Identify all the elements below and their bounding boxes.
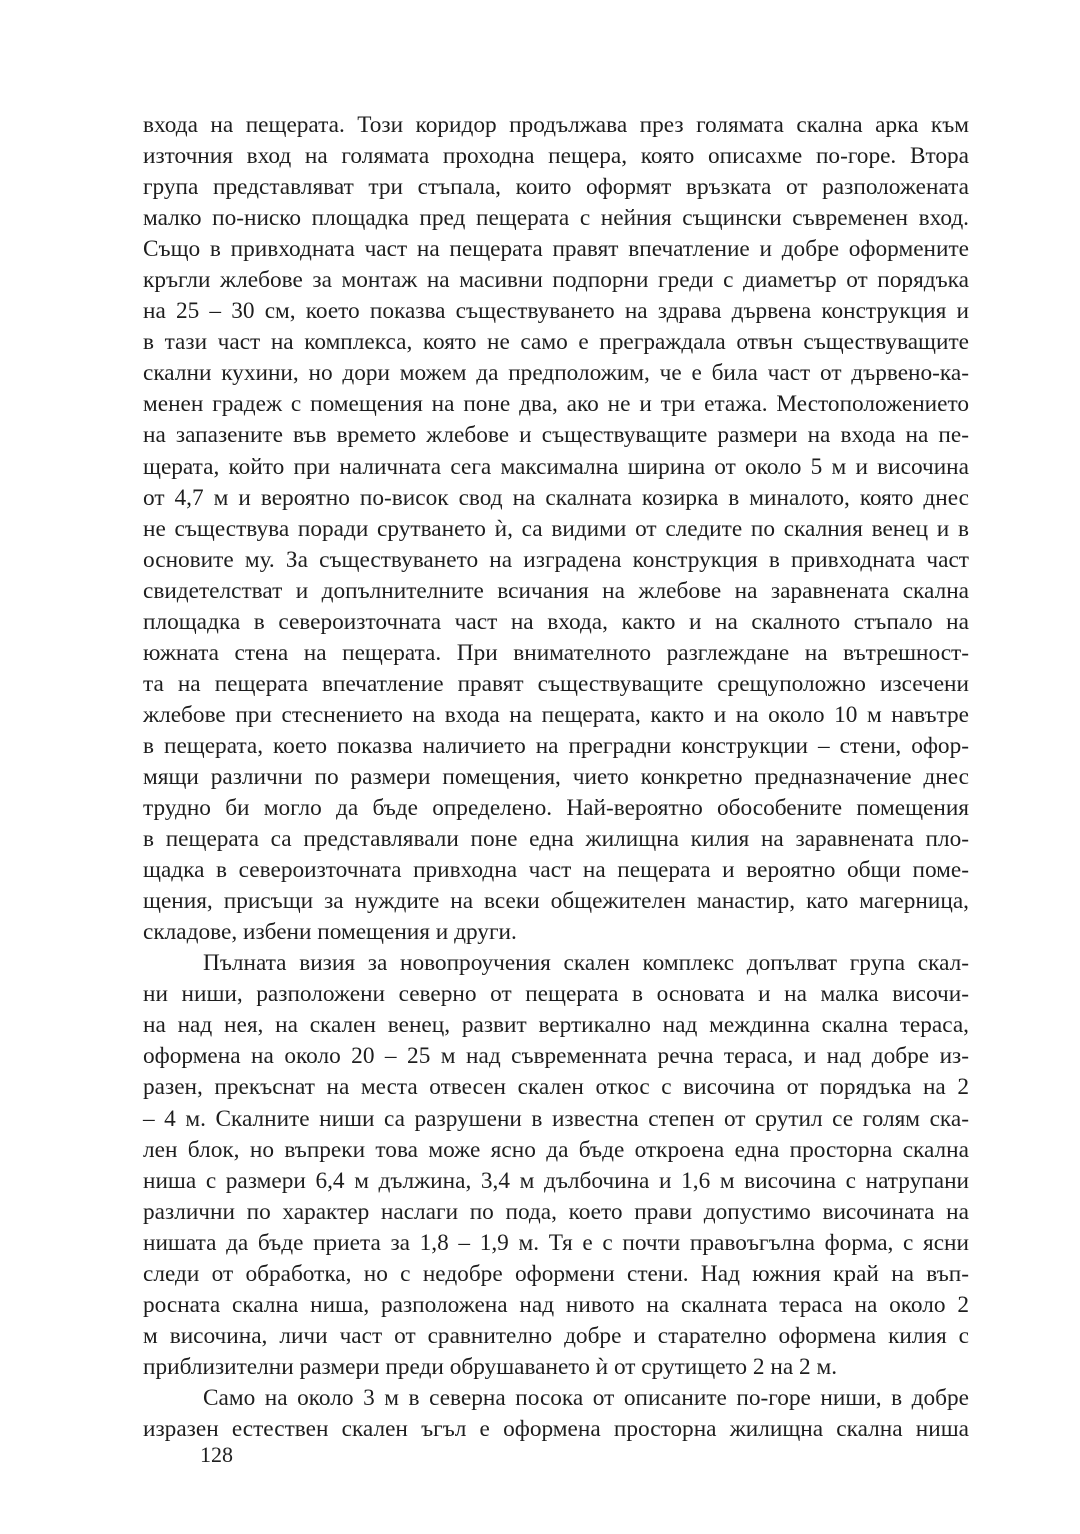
text-line: Пълната визия за новопроучения скален комплекс допълват група скал- <box>203 950 969 977</box>
text-line: приблизителни размери преди обрушаването ѝ от срутището 2 на 2 м. <box>143 1353 838 1380</box>
paragraph-2 <box>143 948 969 1383</box>
text-line: оформена на около 20 – 25 м над съвременната речна тераса, и над добре из- <box>143 1043 969 1070</box>
text-line: в пещерата, което показва наличието на преградни конструкции – стени, офор- <box>143 732 969 759</box>
text-line: група представляват три стъпала, които оформят връзката от разположената <box>143 174 969 201</box>
text-line: жлебове при стеснението на входа на пещерата, както и на около 10 м навътре <box>143 701 969 728</box>
text-line: щения, присъщи за нуждите на всеки общежителен манастир, като магерница, <box>143 888 969 915</box>
text-line: не съществува поради срутването ѝ, са видими от следите по скалния венец и в <box>143 515 969 542</box>
text-line: разен, прекъснат на места отвесен скален откос с височина от порядъка на 2 <box>143 1074 969 1101</box>
text-line: скални кухини, но дори можем да предположим, че е била част от дървено-ка- <box>143 360 969 387</box>
text-line: ни ниши, разположени северно от пещерата в основата и на малка височи- <box>143 981 969 1008</box>
text-line: трудно би могло да бъде определено. Най-вероятно обособените помещения <box>143 795 969 822</box>
paragraph-1 <box>143 110 969 948</box>
text-line: от 4,7 м и вероятно по-висок свод на скалната козирка в миналото, която днес <box>143 484 969 511</box>
text-line: ниша с размери 6,4 м дължина, 3,4 м дълбочина и 1,6 м височина с натрупани <box>143 1167 969 1194</box>
text-line: следи от обработка, но с недобре оформени стени. Над южния край на въп- <box>143 1260 969 1287</box>
text-line: на 25 – 30 см, което показва съществуването на здрава дървена конструкция и <box>143 298 969 325</box>
paragraph-3 <box>143 1383 969 1445</box>
text-line: нишата да бъде приета за 1,8 – 1,9 м. Тя е с почти правоъгълна форма, с ясни <box>143 1229 969 1256</box>
text-line: кръгли жлебове за монтаж на масивни подпорни греди с диаметър от порядъка <box>143 267 969 294</box>
text-line: основите му. За съществуването на изградена конструкция в привходната част <box>143 546 969 573</box>
text-line: в пещерата са представлявали поне една жилищна килия на заравнената пло- <box>143 826 969 853</box>
text-line: площадка в североизточната част на входа, както и на скалното стъпало на <box>143 608 969 635</box>
text-line: лен блок, но въпреки това може ясно да бъде откроена една просторна скална <box>143 1136 969 1163</box>
text-line: източния вход на голямата проходна пещера, която описахме по-горе. Втора <box>143 143 969 170</box>
text-line: на над нея, на скален венец, развит вертикално над междинна скална тераса, <box>143 1012 969 1039</box>
body-text <box>143 110 969 1445</box>
text-line: входа на пещерата. Този коридор продължава през голямата скална арка към <box>143 112 969 138</box>
text-line: менен градеж с помещения на поне два, ако не и три етажа. Местоположението <box>143 391 969 418</box>
text-line: росната скална ниша, разположена над нивото на скалната тераса на около 2 <box>143 1291 969 1318</box>
text-line: Само на около 3 м в северна посока от описаните по-горе ниши, в добре <box>203 1384 969 1411</box>
text-line: на запазените във времето жлебове и съществуващите размери на входа на пе- <box>143 422 969 449</box>
text-line: в тази част на комплекса, която не само е преграждала отвън съществуващите <box>143 329 969 356</box>
text-line: щерата, който при наличната сега максимална ширина от около 5 м и височина <box>143 453 969 480</box>
text-line: свидетелстват и допълнителните всичания на жлебове на заравнената скална <box>143 577 969 604</box>
text-line: изразен естествен скален ъгъл е оформена просторна жилищна скална ниша <box>143 1415 969 1442</box>
page-number: 128 <box>200 1442 233 1467</box>
text-line: мящи различни по размери помещения, чието конкретно предназначение днес <box>143 763 969 790</box>
text-line: малко по-ниско площадка пред пещерата с нейния същински съвременен вход. <box>143 205 969 232</box>
text-line: Също в привходната част на пещерата правят впечатление и добре оформените <box>143 236 969 263</box>
text-line: южната стена на пещерата. При внимателното разглеждане на вътрешност- <box>143 639 969 666</box>
text-line: та на пещерата впечатление правят съществуващите срещуположно изсечени <box>143 670 969 697</box>
text-line: различни по характер наслаги по пода, което прави допустимо височината на <box>143 1198 969 1225</box>
text-line: щадка в североизточната привходна част на пещерата и вероятно общи поме- <box>143 857 969 884</box>
text-line: м височина, личи част от сравнително добре и старателно оформена килия с <box>143 1322 969 1349</box>
text-line: складове, избени помещения и други. <box>143 919 517 946</box>
text-line: – 4 м. Скалните ниши са разрушени в известна степен от срутил се голям ска- <box>143 1105 969 1132</box>
